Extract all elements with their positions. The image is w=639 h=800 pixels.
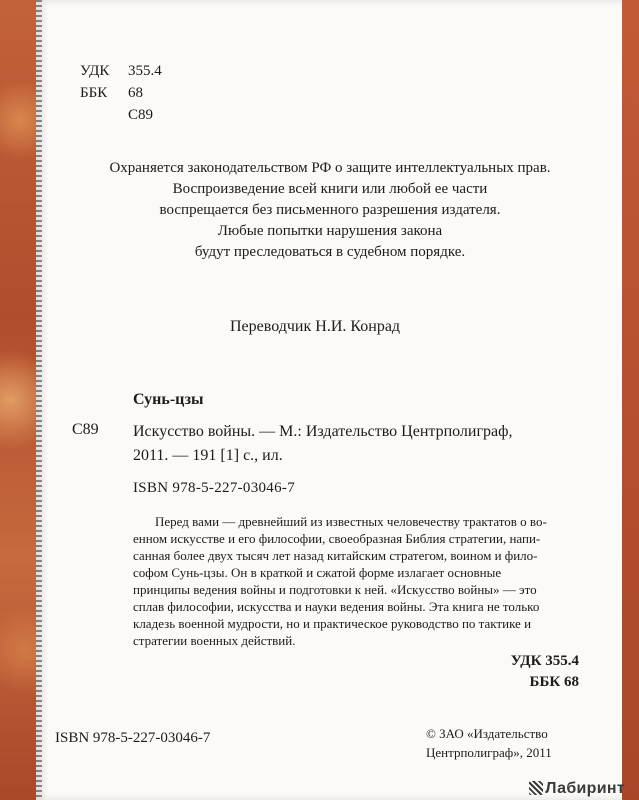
copyright-line-1: © ЗАО «Издательство [426,726,548,741]
notice-line: Охраняется законодательством РФ о защите интеллектуальных прав. [109,160,551,176]
labirint-logo-icon [529,781,543,795]
labirint-watermark [529,780,625,798]
author-name: Сунь-цзы [133,391,204,408]
udk-value: 355.4 [128,63,162,79]
isbn: ISBN 978-5-227-03046-7 [133,480,296,496]
annotation-line: Перед вами — древнейший из известных человечеству трактатов о во- [155,514,547,529]
bibliographic-line: Искусство войны. — М.: Издательство Центрполиграф, [133,423,513,440]
classification-block [80,60,162,126]
annotation-line: стратегии военных действий. [133,633,296,648]
copyright-line [426,724,552,762]
annotation [133,513,581,649]
udk-bottom: УДК 355.4 [510,653,579,669]
annotation-line: принципы ведения войны и подготовки к ней. «Искусство войны» — это [133,582,537,597]
notice-line: воспрещается без письменного разрешения издателя. [159,202,501,218]
bibliographic-line: 2011. — 191 [1] с., ил. [133,447,283,464]
author-mark-side: С89 [72,421,99,438]
book-cover-edge [0,0,40,800]
translator-credit: Переводчик Н.И. Конрад [230,318,401,335]
annotation-line: енном искусстве и его философии, своеобразная Библия стратегии, напи- [133,531,541,546]
annotation-line: софом Сунь-цзы. Он в краткой и сжатой форме излагает основные [133,565,502,580]
bbk-value: 68 [128,85,143,101]
bbk-bottom: ББК 68 [529,674,579,690]
annotation-line: сплав философии, искусства и науки ведения войны. Эта книга не только [133,599,540,614]
udk-label: УДК [80,63,110,79]
copyright-notice [80,158,580,263]
annotation-line: санная более двух тысяч лет назад китайским стратегом, воином и фило- [133,548,538,563]
isbn-bottom: ISBN 978-5-227-03046-7 [55,730,211,746]
bibliographic-record [133,420,593,468]
annotation-line: кладезь военной мудрости, но и практическое руководство по тактике и [133,616,532,631]
notice-line: Любые попытки нарушения закона [217,223,443,239]
page-binding [36,0,42,800]
notice-line: будут преследоваться в судебном порядке. [194,244,466,260]
bbk-label: ББК [80,85,108,101]
author-mark: С89 [128,107,154,123]
book-cover-right-edge [621,0,639,800]
classification-bottom [511,651,579,693]
watermark-text: Лабиринт [545,780,625,797]
copyright-line-2: Центрполиграф», 2011 [426,745,552,760]
notice-line: Воспроизведение всей книги или любой ее части [172,181,488,197]
